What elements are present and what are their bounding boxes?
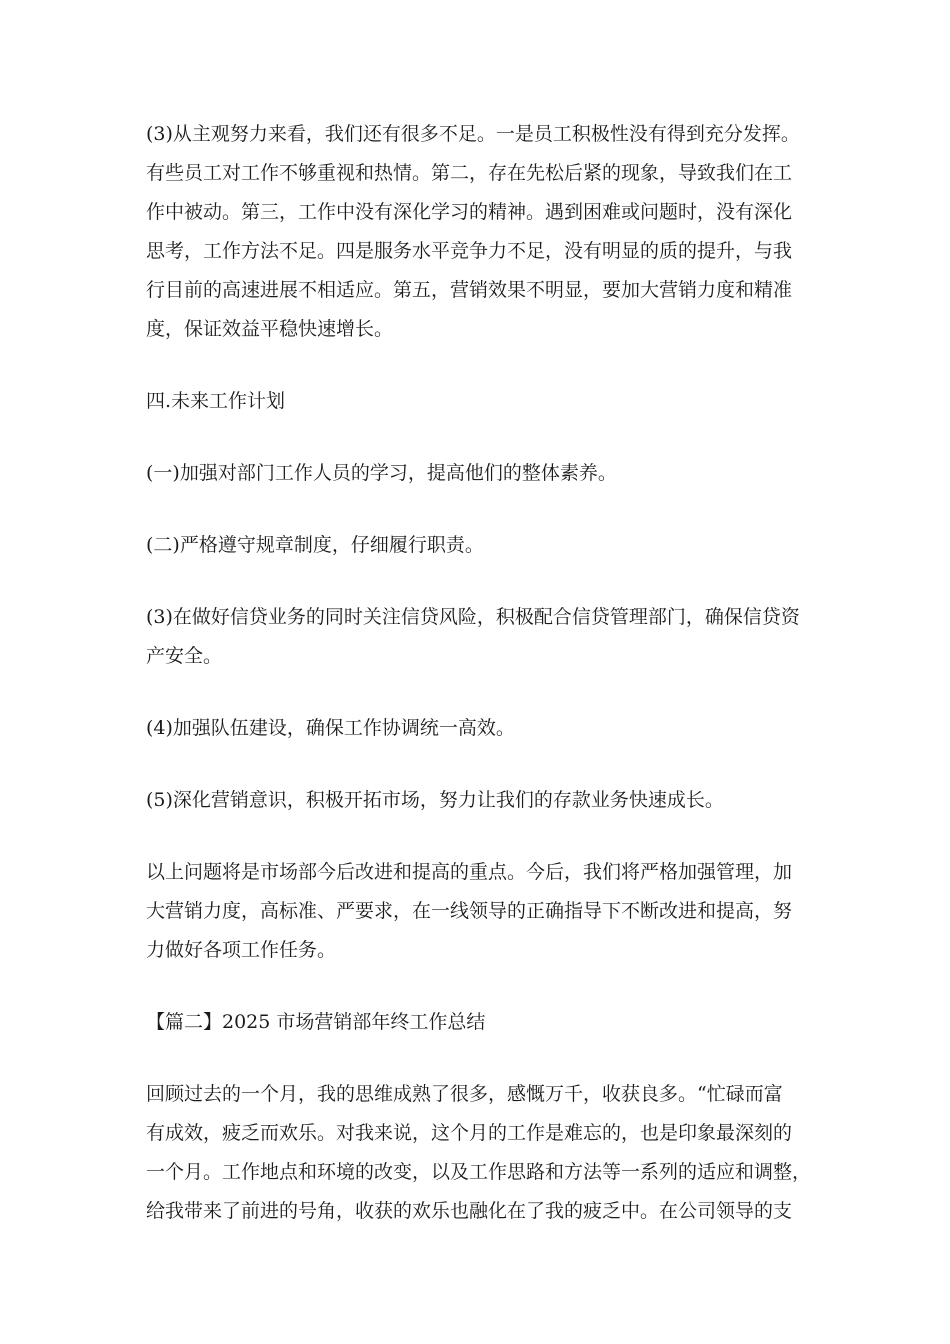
text-line: 产安全。 xyxy=(146,645,223,667)
paragraph-subjective-shortcomings xyxy=(146,115,806,349)
document-page xyxy=(146,115,812,1231)
text-line: 一个月。工作地点和环境的改变，以及工作思路和方法等一系列的适应和调整， xyxy=(146,1161,812,1183)
plan-item-4 xyxy=(146,709,806,748)
plan-item-5 xyxy=(146,781,806,820)
text-line: 力做好各项工作任务。 xyxy=(146,939,337,961)
paragraph-conclusion xyxy=(146,853,806,970)
paragraph-review xyxy=(146,1075,812,1231)
plan-item-2 xyxy=(146,526,806,565)
text-line: 大营销力度，高标准、严要求，在一线领导的正确指导下不断改进和提高，努 xyxy=(146,900,793,922)
section-heading-future-plan xyxy=(146,382,806,421)
text-line: 回顾过去的一个月，我的思维成熟了很多，感慨万千，收获良多。“忙碌而富 xyxy=(146,1083,783,1105)
text-line: 给我带来了前进的号角，收获的欢乐也融化在了我的疲乏中。在公司领导的支 xyxy=(146,1200,793,1222)
text-line: 以上问题将是市场部今后改进和提高的重点。今后，我们将严格加强管理，加 xyxy=(146,861,793,883)
section-heading-part-two xyxy=(146,1003,806,1042)
text-line: 作中被动。第三，工作中没有深化学习的精神。遇到困难或问题时，没有深化 xyxy=(146,201,793,223)
text-line: (二)严格遵守规章制度，仔细履行职责。 xyxy=(146,534,484,556)
text-line: (5)深化营销意识，积极开拓市场，努力让我们的存款业务快速成长。 xyxy=(146,789,724,811)
text-line: 度，保证效益平稳快速增长。 xyxy=(146,318,394,340)
text-line: (一)加强对部门工作人员的学习，提高他们的整体素养。 xyxy=(146,462,617,484)
plan-item-3 xyxy=(146,598,806,676)
text-line: (4)加强队伍建设，确保工作协调统一高效。 xyxy=(146,717,515,739)
text-line: 思考，工作方法不足。四是服务水平竞争力不足，没有明显的质的提升，与我 xyxy=(146,240,793,262)
text-line: 有成效，疲乏而欢乐。对我来说，这个月的工作是难忘的，也是印象最深刻的 xyxy=(146,1122,793,1144)
plan-item-1 xyxy=(146,454,806,493)
text-line: (3)在做好信贷业务的同时关注信贷风险，积极配合信贷管理部门，确保信贷资 xyxy=(146,606,800,628)
text-line: (3)从主观努力来看，我们还有很多不足。一是员工积极性没有得到充分发挥。 xyxy=(146,123,800,145)
heading-text: 四.未来工作计划 xyxy=(146,390,286,412)
heading-text: 【篇二】2025 市场营销部年终工作总结 xyxy=(146,1011,486,1033)
text-line: 行目前的高速进展不相适应。第五，营销效果不明显，要加大营销力度和精准 xyxy=(146,279,793,301)
text-line: 有些员工对工作不够重视和热情。第二，存在先松后紧的现象，导致我们在工 xyxy=(146,162,793,184)
